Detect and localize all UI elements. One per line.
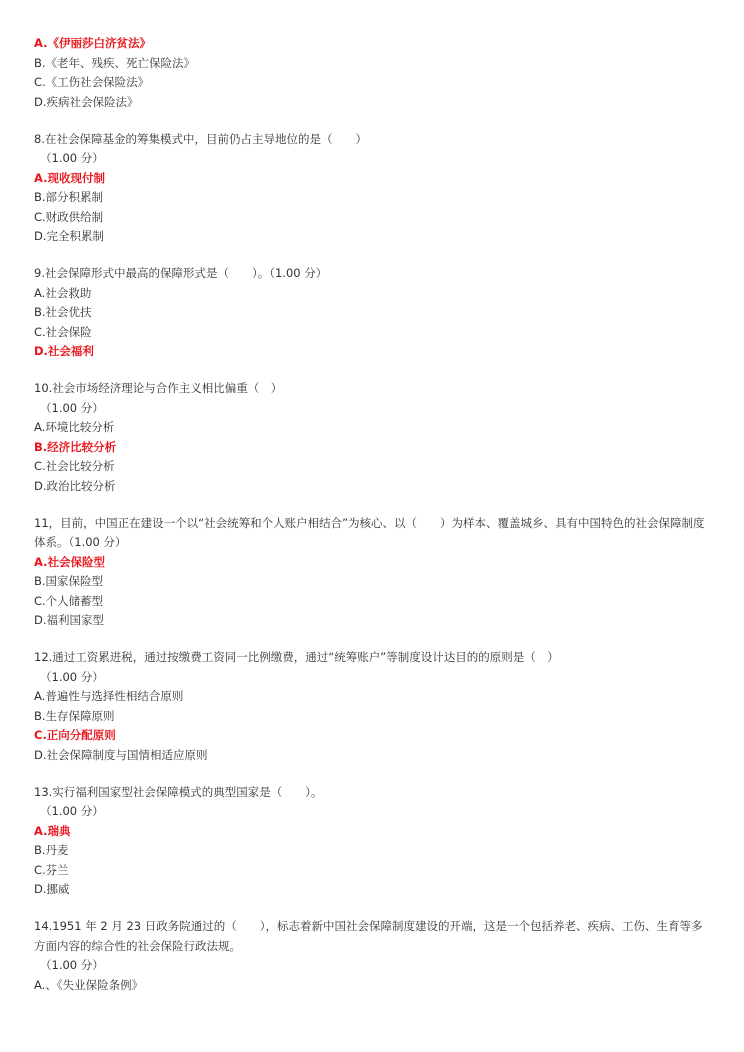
- question-score: （1.00 分）: [40, 958, 104, 972]
- option: C.社会保险: [34, 324, 92, 339]
- question-8: [34, 130, 714, 247]
- option-correct: B.经济比较分析: [34, 439, 117, 454]
- option: A.环境比较分析: [34, 420, 115, 434]
- question-score: （1.00 分）: [40, 151, 104, 165]
- option: D.完全积累制: [34, 229, 105, 243]
- option: B.社会优扶: [34, 305, 92, 319]
- option-correct: A.现收现付制: [34, 170, 105, 185]
- question-text: 10.社会市场经济理论与合作主义相比偏重（ ）: [34, 381, 283, 395]
- option: D.疾病社会保险法》: [34, 94, 139, 109]
- option: D.政治比较分析: [34, 478, 116, 493]
- option: B.部分积累制: [34, 190, 104, 204]
- question-11: [34, 514, 714, 631]
- option: B.国家保险型: [34, 574, 104, 588]
- question-13: [34, 783, 714, 900]
- option: A.普遍性与选择性相结合原则: [34, 689, 184, 703]
- question-text: 9.社会保障形式中最高的保障形式是（ ）。（1.00 分）: [34, 266, 328, 280]
- question-9: [34, 264, 714, 362]
- question-score: （1.00 分）: [40, 400, 104, 415]
- question-score: （1.00 分）: [40, 669, 104, 684]
- option: D.社会保障制度与国情相适应原则: [34, 747, 208, 762]
- question-7: [34, 34, 714, 112]
- question-text: 11，目前，中国正在建设一个以“社会统筹和个人账户相结合”为核心、以（ ）为样本、覆盖城乡、具有中国特色的社会保障制度体系。（1.00 分）: [34, 515, 705, 549]
- question-10: [34, 379, 714, 496]
- option: D.挪威: [34, 882, 70, 896]
- option: A.社会救助: [34, 285, 92, 300]
- option: C.芬兰: [34, 862, 69, 877]
- option: B.《老年、残疾、死亡保险法》: [34, 55, 196, 70]
- option-correct: A.社会保险型: [34, 554, 105, 569]
- option-correct: D.社会福利: [34, 344, 94, 358]
- question-text: 13.实行福利国家型社会保障模式的典型国家是（ ）。: [34, 784, 323, 799]
- question-text: 12.通过工资累进税，通过按缴费工资同一比例缴费，通过“统筹账户”等制度设计达目的的原则是（ ）: [34, 650, 559, 664]
- question-score: （1.00 分）: [40, 804, 104, 818]
- question-text: 8.在社会保障基金的筹集模式中，目前仍占主导地位的是（ ）: [34, 131, 367, 146]
- option: C.《工伤社会保险法》: [34, 75, 150, 89]
- option-correct: A.瑞典: [34, 823, 71, 838]
- question-12: [34, 648, 714, 765]
- option: D.福利国家型: [34, 613, 105, 627]
- question-text: 14.1951 年 2 月 23 日政务院通过的（ ），标志着新中国社会保障制度建设的开端，这是一个包括养老、疾病、工伤、生育等多方面内容的综合性的社会保险行政法规。: [34, 919, 703, 953]
- option: B.生存保障原则: [34, 708, 115, 723]
- option: A.、《失业保险条例》: [34, 977, 144, 992]
- option: C.个人储蓄型: [34, 593, 104, 608]
- option: B.丹麦: [34, 843, 69, 857]
- option-correct: A.《伊丽莎白济贫法》: [34, 36, 151, 50]
- option: C.财政供给制: [34, 209, 104, 224]
- question-14: [34, 917, 714, 995]
- option-correct: C.正向分配原则: [34, 728, 116, 742]
- exam-page: [34, 34, 714, 995]
- option: C.社会比较分析: [34, 459, 115, 473]
